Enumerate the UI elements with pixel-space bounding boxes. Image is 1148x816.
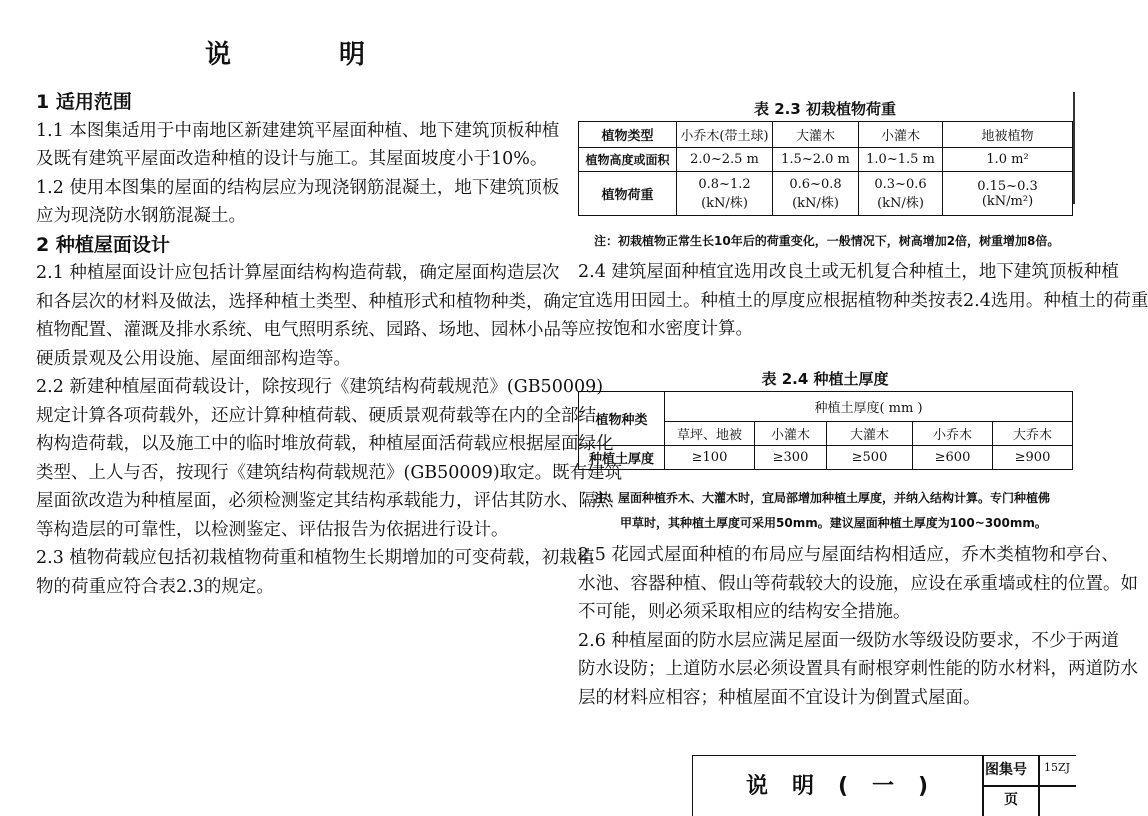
table-2-3-caption: 表 2.3 初栽植物荷重 — [753, 100, 897, 118]
table-2-3-header-cell: 小乔木(带土球) — [677, 122, 773, 148]
table-2-4-value-cell: ≥500 — [827, 446, 913, 470]
table-2-3-header-row — [579, 122, 1073, 148]
table-2-3-row-label: 植物荷重 — [579, 172, 677, 216]
paragraph-line: 2.2 新建种植屋面荷载设计，除按现行《建筑结构荷载规范》(GB50009) — [36, 377, 604, 397]
paragraph-line: 2.5 花园式屋面种植的布局应与屋面结构相适应，乔木类植物和亭台、 — [578, 545, 1119, 565]
paragraph-line: 1.2 使用本图集的屋面的结构层应为现浇钢筋混凝土，地下建筑顶板 — [36, 177, 560, 198]
table-2-3-cell: 1.5~2.0 m — [773, 148, 859, 172]
paragraph-line: 1.1 本图集适用于中南地区新建建筑平屋面种植、地下建筑顶板种植 — [36, 120, 560, 141]
paragraph-line: 硬质景观及公用设施、屋面细部构造等。 — [36, 348, 351, 369]
paragraph-line: 植物配置、灌溉及排水系统、电气照明系统、园路、场地、园林小品等 — [36, 320, 579, 340]
table-2-4-value-cell: ≥600 — [913, 446, 993, 470]
table-2-4-row-head: 植物种类 — [579, 392, 665, 446]
table-2-4-caption: 表 2.4 种植土厚度 — [761, 370, 889, 388]
table-2-3-note: 注：初栽植物正常生长10年后的荷重变化，一般情况下，树高增加2倍，树重增加8倍。 — [594, 234, 1060, 248]
paragraph-line: 类型、上人与否，按现行《建筑结构荷载规范》(GB50009)取定。既有建筑 — [36, 462, 623, 483]
title-block-atlas-label: 图集号 — [985, 762, 1027, 778]
right-column-b — [578, 541, 1138, 712]
section-heading: 2 种植屋面设计 — [36, 233, 170, 256]
table-2-3-cell: 2.0~2.5 m — [677, 148, 773, 172]
page-title: 说明 — [204, 40, 473, 70]
paragraph-line: 屋面欲改造为种植屋面，必须检测鉴定其结构承载能力，评估其防水、隔热 — [36, 491, 614, 511]
table-2-3-row-height — [579, 148, 1073, 172]
table-2-4-type-cell: 大灌木 — [827, 422, 913, 446]
table-2-3-header-cell: 大灌木 — [773, 122, 859, 148]
title-block-page-label: 页 — [1004, 792, 1018, 808]
table-2-3-header-cell: 植物类型 — [579, 122, 677, 148]
section-heading: 1 适用范围 — [36, 91, 132, 113]
table-2-4-type-cell: 草坪、地被 — [665, 422, 755, 446]
page-edge-line — [1073, 92, 1075, 204]
paragraph-line: 2.6 种植屋面的防水层应满足屋面一级防水等级设防要求，不少于两道 — [578, 630, 1119, 651]
table-2-3-header-cell: 小灌木 — [859, 122, 943, 148]
table-2-4-type-cell: 大乔木 — [993, 422, 1073, 446]
table-2-4 — [578, 391, 1073, 470]
title-block-title: 说明(一) — [745, 774, 953, 799]
paragraph-line: 规定计算各项荷载外，还应计算种植荷载、硬质景观荷载等在内的全部结 — [36, 405, 596, 426]
table-2-3-row-label: 植物高度或面积 — [579, 148, 677, 172]
table-2-4-row-label: 种植土厚度 — [579, 446, 665, 470]
table-2-3-cell: 0.8~1.2 (kN/株) — [677, 172, 773, 216]
right-column-a — [578, 258, 1148, 344]
table-2-3-cell: 1.0 m² — [943, 148, 1073, 172]
paragraph-line: 不可能，则必须采取相应的结构安全措施。 — [578, 602, 911, 622]
paragraph-line: 水池、容器种植、假山等荷载较大的设施，应设在承重墙或柱的位置。如 — [578, 573, 1138, 594]
table-2-4-value-cell: ≥300 — [755, 446, 827, 470]
paragraph-line: 2.3 植物荷载应包括初栽植物荷重和植物生长期增加的可变荷载，初栽植 — [36, 548, 595, 568]
table-2-4-type-cell: 小灌木 — [755, 422, 827, 446]
paragraph-line: 物的荷重应符合表2.3的规定。 — [36, 576, 274, 597]
paragraph-line: 和各层次的材料及做法，选择种植土类型、种植形式和植物种类，确定 — [36, 291, 579, 312]
table-2-4-value-cell: ≥100 — [665, 446, 755, 470]
paragraph-line: 防水设防；上道防水层必须设置具有耐根穿刺性能的防水材料，两道防水 — [578, 659, 1138, 679]
table-2-3-header-cell: 地被植物 — [943, 122, 1073, 148]
table-2-4-values-row — [579, 446, 1073, 470]
table-2-3-row-load — [579, 172, 1073, 216]
paragraph-line: 应按饱和水密度计算。 — [578, 319, 753, 339]
table-2-3-cell: 0.15~0.3 (kN/m²) — [943, 172, 1073, 216]
title-block-atlas-number: 15ZJ — [1044, 761, 1071, 774]
table-2-4-value-cell: ≥900 — [993, 446, 1073, 470]
table-2-4-group-head: 种植土厚度( mm ) — [665, 392, 1073, 422]
table-2-3-cell: 1.0~1.5 m — [859, 148, 943, 172]
paragraph-line: 应为现浇防水钢筋混凝土。 — [36, 206, 246, 226]
table-2-3-cell: 0.3~0.6 (kN/株) — [859, 172, 943, 216]
table-2-4-type-cell: 小乔木 — [913, 422, 993, 446]
table-2-4-note-line2: 甲草时，其种植土厚度可采用50mm。建议屋面种植土厚度为100~300mm。 — [620, 516, 1047, 530]
table-2-3-cell: 0.6~0.8 (kN/株) — [773, 172, 859, 216]
paragraph-line: 2.1 种植屋面设计应包括计算屋面结构构造荷载，确定屋面构造层次 — [36, 263, 560, 283]
table-2-4-note-line1: 注：屋面种植乔木、大灌木时，宜局部增加种植土厚度，并纳入结构计算。专门种植佛 — [594, 491, 1051, 505]
paragraph-line: 层的材料应相容；种植屋面不宜设计为倒置式屋面。 — [578, 687, 981, 708]
paragraph-line: 宜选用田园土。种植土的厚度应根据植物种类按表2.4选用。种植土的荷重 — [578, 290, 1148, 311]
paragraph-line: 2.4 建筑屋面种植宜选用改良土或无机复合种植土，地下建筑顶板种植 — [578, 262, 1119, 282]
paragraph-line: 等构造层的可靠性，以检测鉴定、评估报告为依据进行设计。 — [36, 519, 509, 540]
paragraph-line: 及既有建筑平屋面改造种植的设计与施工。其屋面坡度小于10%。 — [36, 149, 548, 169]
paragraph-line: 构构造荷载，以及施工中的临时堆放荷载，种植屋面活荷载应根据屋面绿化 — [36, 434, 614, 454]
table-2-3 — [578, 121, 1073, 216]
title-block — [692, 755, 1076, 816]
